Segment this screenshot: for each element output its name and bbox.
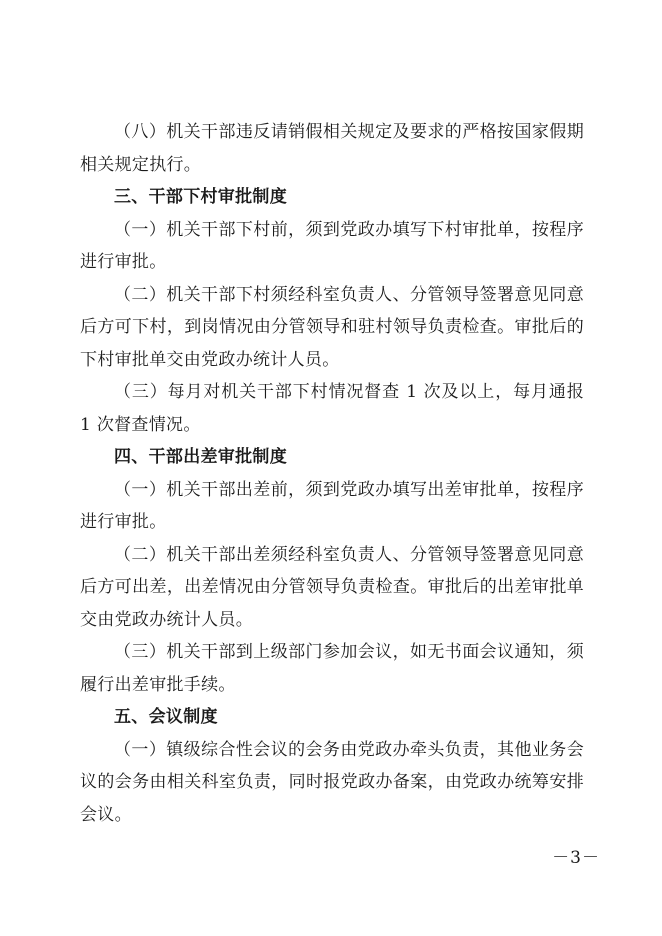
paragraph-business-trip-2: （二）机关干部出差须经科室负责人、分管领导签署意见同意后方可出差，出差情况由分管领导负责检查。审批后的出差审批单交由党政办统计人员。: [80, 544, 584, 630]
document-body: [80, 116, 584, 831]
paragraph-leave-rules-8: （八）机关干部违反请销假相关规定及要求的严格按国家假期相关规定执行。: [80, 122, 584, 175]
paragraph-village-visit-1: （一）机关干部下村前，须到党政办填写下村审批单，按程序进行审批。: [80, 219, 584, 272]
paragraph-village-visit-2: （二）机关干部下村须经科室负责人、分管领导签署意见同意后方可下村，到岗情况由分管领导和驻村领导负责检查。审批后的下村审批单交由党政办统计人员。: [80, 284, 584, 370]
section-heading-meetings: 五、会议制度: [114, 707, 218, 727]
paragraph-village-visit-3: （三）每月对机关干部下村情况督查 1 次及以上，每月通报 1 次督查情况。: [80, 382, 584, 435]
page-number: －3－: [552, 848, 600, 868]
paragraph-business-trip-3: （三）机关干部到上级部门参加会议，如无书面会议通知，须履行出差审批手续。: [80, 642, 584, 695]
paragraph-meetings-1: （一）镇级综合性会议的会务由党政办牵头负责，其他业务会议的会务由相关科室负责，同时报党政办备案，由党政办统筹安排会议。: [80, 739, 584, 825]
section-heading-village-visit: 三、干部下村审批制度: [114, 187, 287, 207]
paragraph-business-trip-1: （一）机关干部出差前，须到党政办填写出差审批单，按程序进行审批。: [80, 479, 584, 532]
section-heading-business-trip: 四、干部出差审批制度: [114, 447, 287, 467]
